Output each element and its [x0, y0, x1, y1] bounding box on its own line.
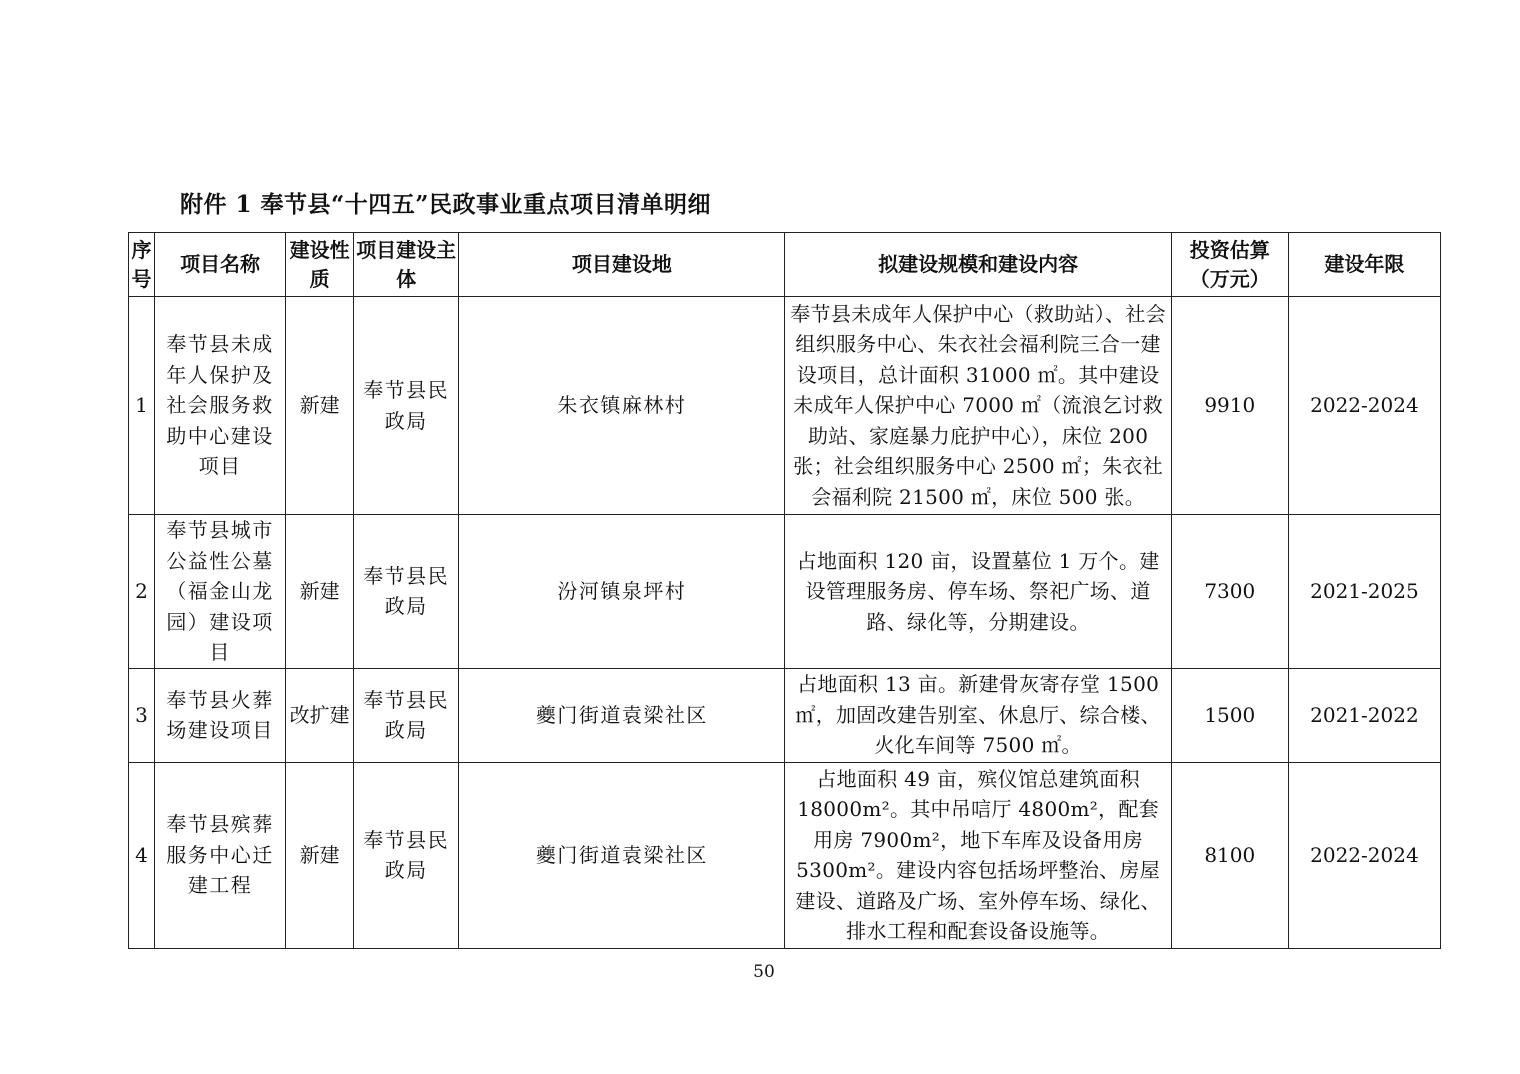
row-location: 汾河镇泉坪村 [459, 515, 785, 669]
row-construction-type: 新建 [286, 515, 354, 669]
table-row [129, 297, 1441, 515]
row-seq: 1 [129, 297, 155, 515]
row-construction-type: 新建 [286, 297, 354, 515]
header-investment: 投资估算（万元） [1171, 233, 1288, 297]
row-content: 占地面积 13 亩。新建骨灰寄存堂 1500 ㎡，加固改建告别室、休息厅、综合楼、火化车间等 7500 ㎡。 [785, 668, 1171, 762]
header-name: 项目名称 [155, 233, 286, 297]
row-seq: 3 [129, 668, 155, 762]
header-content: 拟建设规模和建设内容 [785, 233, 1171, 297]
row-period: 2021-2025 [1288, 515, 1440, 669]
row-content: 占地面积 49 亩，殡仪馆总建筑面积 18000m²。其中吊唁厅 4800m²，配套用房 7900m²，地下车库及设备用房 5300m²。建设内容包括场坪整治、房屋建设、道路及广场、室外停车场、绿化、排水工程和配套设备设施等。 [785, 762, 1171, 948]
row-construction-type: 新建 [286, 762, 354, 948]
header-location: 项目建设地 [459, 233, 785, 297]
header-type: 建设性质 [286, 233, 354, 297]
row-project-name: 奉节县城市公益性公墓（福金山龙园）建设项目 [155, 515, 286, 669]
row-entity: 奉节县民政局 [354, 668, 459, 762]
header-seq: 序号 [129, 233, 155, 297]
document-title: 附件 1 奉节县“十四五”民政事业重点项目清单明细 [180, 191, 711, 218]
header-period: 建设年限 [1288, 233, 1440, 297]
table-row [129, 668, 1441, 762]
row-project-name: 奉节县火葬场建设项目 [155, 668, 286, 762]
page-number: 50 [753, 962, 775, 982]
row-period: 2022-2024 [1288, 297, 1440, 515]
row-location: 夔门街道袁梁社区 [459, 668, 785, 762]
row-location: 夔门街道袁梁社区 [459, 762, 785, 948]
row-seq: 4 [129, 762, 155, 948]
table-row [129, 515, 1441, 669]
table-header-row [129, 233, 1441, 297]
project-table [128, 232, 1441, 949]
row-project-name: 奉节县殡葬服务中心迁建工程 [155, 762, 286, 948]
row-investment: 7300 [1171, 515, 1288, 669]
row-investment: 8100 [1171, 762, 1288, 948]
row-entity: 奉节县民政局 [354, 762, 459, 948]
row-construction-type: 改扩建 [286, 668, 354, 762]
row-content: 奉节县未成年人保护中心（救助站）、社会组织服务中心、朱衣社会福利院三合一建设项目，总计面积 31000 ㎡。其中建设未成年人保护中心 7000 ㎡（流浪乞讨救助站、家庭暴力庇护中心），床位 200 张；社会组织服务中心 2500 ㎡；朱衣社会福利院 21500 ㎡，床位 500 张。 [785, 297, 1171, 515]
row-location: 朱衣镇麻林村 [459, 297, 785, 515]
table-row [129, 762, 1441, 948]
header-entity: 项目建设主体 [354, 233, 459, 297]
row-entity: 奉节县民政局 [354, 297, 459, 515]
row-period: 2022-2024 [1288, 762, 1440, 948]
row-seq: 2 [129, 515, 155, 669]
row-period: 2021-2022 [1288, 668, 1440, 762]
row-investment: 9910 [1171, 297, 1288, 515]
row-investment: 1500 [1171, 668, 1288, 762]
row-entity: 奉节县民政局 [354, 515, 459, 669]
row-project-name: 奉节县未成年人保护及社会服务救助中心建设项目 [155, 297, 286, 515]
row-content: 占地面积 120 亩，设置墓位 1 万个。建设管理服务房、停车场、祭祀广场、道路、绿化等，分期建设。 [785, 515, 1171, 669]
